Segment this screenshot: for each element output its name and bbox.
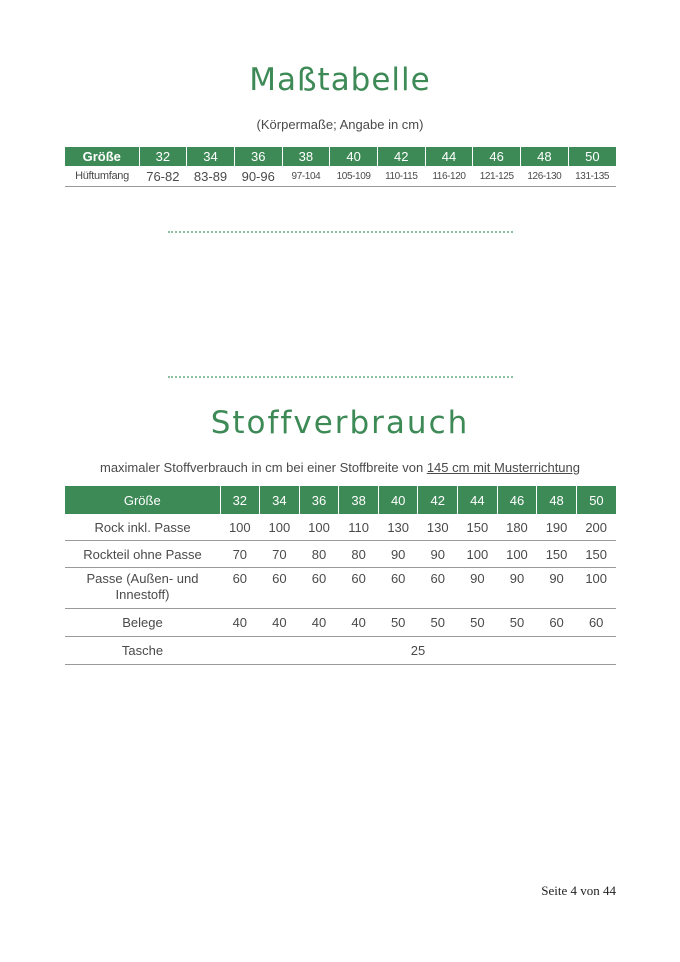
size-chart-title: Maßtabelle <box>249 62 431 98</box>
size-header-cell: 44 <box>425 147 473 166</box>
table-row <box>65 514 616 541</box>
fabric-header-cell: 48 <box>537 486 577 514</box>
row-label: Passe (Außen- und Innestoff) <box>65 568 220 609</box>
fabric-header-cell: 38 <box>339 486 379 514</box>
row-label: Belege <box>65 609 220 637</box>
fabric-subtitle-text: maximaler Stoffverbrauch in cm bei einer Stoffbreite von <box>99 460 427 475</box>
value-cell: 200 <box>576 514 616 541</box>
hip-value: 97-104 <box>282 166 330 187</box>
size-header-cell: 36 <box>234 147 282 166</box>
size-header-cell: 38 <box>282 147 330 166</box>
size-table-header-row <box>65 147 616 166</box>
value-cell: 90 <box>378 541 418 568</box>
value-cell: 50 <box>458 609 498 637</box>
value-cell: 100 <box>497 541 537 568</box>
value-cell: 60 <box>378 568 418 609</box>
fabric-table <box>65 486 616 665</box>
value-cell: 90 <box>418 541 458 568</box>
row-label: Tasche <box>65 637 220 665</box>
dotted-divider-bottom <box>168 376 513 378</box>
fabric-header-label: Größe <box>65 486 220 514</box>
hip-value: 131-135 <box>568 166 616 187</box>
value-cell: 130 <box>418 514 458 541</box>
table-row <box>65 541 616 568</box>
fabric-header-cell: 44 <box>458 486 498 514</box>
fabric-table-header-row <box>65 486 616 514</box>
value-cell: 90 <box>497 568 537 609</box>
value-cell: 60 <box>576 609 616 637</box>
fabric-header-cell: 46 <box>497 486 537 514</box>
value-cell: 150 <box>576 541 616 568</box>
hip-value: 121-125 <box>473 166 521 187</box>
value-cell: 150 <box>537 541 577 568</box>
tasche-row <box>65 637 616 665</box>
hip-value: 90-96 <box>234 166 282 187</box>
value-cell: 60 <box>299 568 339 609</box>
fabric-header-cell: 36 <box>299 486 339 514</box>
value-cell: 100 <box>576 568 616 609</box>
value-cell: 130 <box>378 514 418 541</box>
row-label: Rock inkl. Passe <box>65 514 220 541</box>
fabric-usage-title: Stoffverbrauch <box>210 405 470 441</box>
hip-value: 105-109 <box>330 166 378 187</box>
table-row <box>65 609 616 637</box>
value-cell: 40 <box>299 609 339 637</box>
size-header-cell: 46 <box>473 147 521 166</box>
row-label: Rockteil ohne Passe <box>65 541 220 568</box>
value-cell: 100 <box>220 514 260 541</box>
value-cell: 60 <box>220 568 260 609</box>
hip-row <box>65 166 616 187</box>
fabric-header-cell: 32 <box>220 486 260 514</box>
value-cell: 100 <box>260 514 300 541</box>
fabric-usage-subtitle <box>0 460 680 475</box>
value-cell: 110 <box>339 514 379 541</box>
value-cell: 50 <box>378 609 418 637</box>
fabric-header-cell: 40 <box>378 486 418 514</box>
value-cell: 60 <box>418 568 458 609</box>
value-cell: 70 <box>220 541 260 568</box>
size-header-cell: 48 <box>521 147 569 166</box>
hip-value: 76-82 <box>139 166 187 187</box>
value-cell: 90 <box>458 568 498 609</box>
value-cell: 60 <box>339 568 379 609</box>
value-cell: 40 <box>220 609 260 637</box>
value-cell: 50 <box>497 609 537 637</box>
value-cell: 60 <box>260 568 300 609</box>
value-cell: 80 <box>299 541 339 568</box>
table-row <box>65 568 616 609</box>
value-cell: 70 <box>260 541 300 568</box>
value-cell: 150 <box>458 514 498 541</box>
hip-value: 116-120 <box>425 166 473 187</box>
value-cell: 60 <box>537 609 577 637</box>
value-cell: 90 <box>537 568 577 609</box>
value-cell: 100 <box>299 514 339 541</box>
size-header-label: Größe <box>65 147 139 166</box>
hip-value: 110-115 <box>377 166 425 187</box>
size-header-cell: 34 <box>187 147 235 166</box>
size-header-cell: 32 <box>139 147 187 166</box>
size-table <box>65 147 616 187</box>
size-chart-subtitle: (Körpermaße; Angabe in cm) <box>256 117 424 132</box>
value-cell: 80 <box>339 541 379 568</box>
hip-value: 126-130 <box>521 166 569 187</box>
fabric-header-cell: 50 <box>576 486 616 514</box>
value-cell: 40 <box>339 609 379 637</box>
value-cell: 40 <box>260 609 300 637</box>
dotted-divider-top <box>168 231 513 233</box>
value-cell: 180 <box>497 514 537 541</box>
hip-value: 83-89 <box>187 166 235 187</box>
fabric-width-note: 145 cm mit Musterrichtung <box>426 460 580 475</box>
value-cell: 100 <box>458 541 498 568</box>
hip-row-label: Hüftumfang <box>65 166 139 187</box>
size-header-cell: 40 <box>330 147 378 166</box>
size-header-cell: 50 <box>568 147 616 166</box>
value-cell: 50 <box>418 609 458 637</box>
fabric-header-cell: 34 <box>260 486 300 514</box>
value-cell: 190 <box>537 514 577 541</box>
size-header-cell: 42 <box>377 147 425 166</box>
tasche-value: 25 <box>220 637 616 665</box>
fabric-header-cell: 42 <box>418 486 458 514</box>
page-number: Seite 4 von 44 <box>541 883 616 898</box>
